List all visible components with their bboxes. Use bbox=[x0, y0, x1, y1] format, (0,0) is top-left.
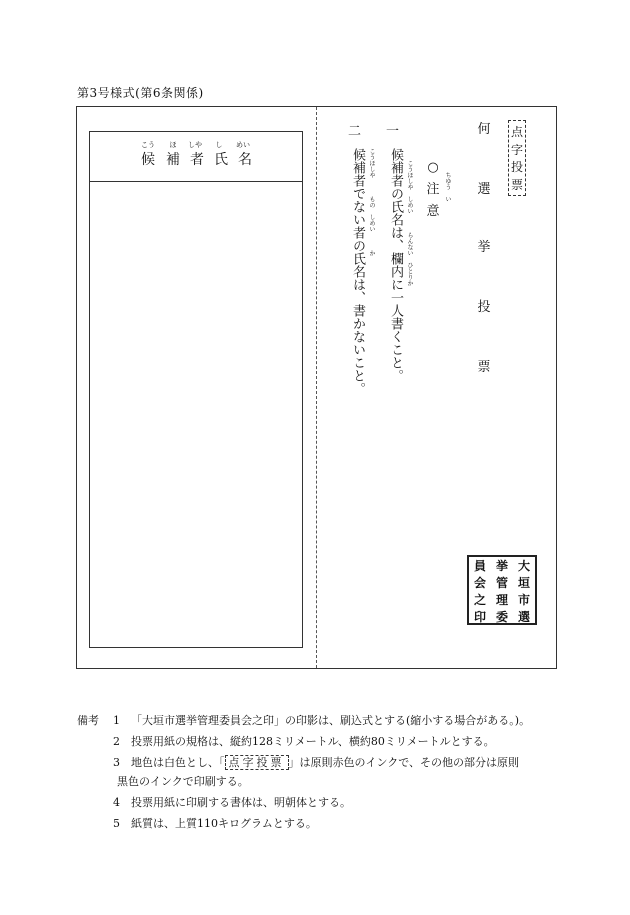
seal-char: 大 bbox=[517, 559, 530, 573]
remarks-heading: 備考 bbox=[77, 714, 99, 727]
notice-mark: ○ bbox=[427, 160, 439, 175]
candidate-name-box[interactable] bbox=[89, 131, 303, 648]
note-text-continued: 黒色のインクで印刷する。 bbox=[117, 775, 249, 788]
seal-char: 会 bbox=[473, 576, 486, 590]
ruby: こう bbox=[141, 141, 155, 149]
tenji-char: 点 bbox=[510, 125, 523, 140]
notice-char: 意 bbox=[426, 204, 440, 219]
form-label: 第3号様式(第6条関係) bbox=[77, 86, 204, 100]
note-text-before: 地色は白色とし、 bbox=[131, 756, 219, 769]
seal-char: 市 bbox=[517, 593, 530, 607]
title-char: 氏 bbox=[214, 152, 228, 168]
name-header-divider bbox=[89, 181, 303, 182]
seal-char: 垣 bbox=[517, 576, 530, 590]
title-char: 候 bbox=[141, 152, 155, 168]
ruby: しや bbox=[188, 141, 202, 149]
tenji-char: 票 bbox=[510, 177, 523, 192]
title-char: 投 bbox=[477, 300, 491, 315]
item-2-text: 候補者でない者の氏名は、書かないこと。 bbox=[350, 148, 365, 395]
seal-char: 印 bbox=[473, 610, 486, 624]
note-number: 2 bbox=[113, 735, 120, 748]
item-2-ruby: こうほしや もの しめい か bbox=[368, 148, 375, 256]
fold-line bbox=[316, 107, 317, 668]
note-text: 投票用紙に印刷する書体は、明朝体とする。 bbox=[131, 796, 351, 809]
election-commission-seal bbox=[467, 555, 537, 625]
item-1-text: 候補者の氏名は、欄内に一人書くこと。 bbox=[388, 148, 403, 382]
notice-char: 注 bbox=[426, 182, 440, 197]
item-2-number: 二 bbox=[348, 124, 362, 139]
tenji-char: 投 bbox=[510, 160, 523, 175]
item-1-ruby: こうほしや しめい らんない ひとりか bbox=[406, 160, 413, 286]
seal-char: 委 bbox=[495, 610, 508, 624]
tenji-char: 字 bbox=[510, 142, 523, 157]
ballot-title bbox=[476, 122, 492, 382]
title-char: 票 bbox=[477, 360, 491, 375]
ruby: ほ bbox=[169, 141, 177, 149]
title-char: 補 bbox=[166, 152, 180, 168]
note-number: 1 bbox=[113, 714, 120, 727]
title-char: 名 bbox=[238, 152, 252, 168]
seal-char: 之 bbox=[473, 593, 486, 607]
note-text: 紙質は、上質110キログラムとする。 bbox=[131, 817, 317, 830]
item-1-number: 一 bbox=[386, 124, 400, 139]
seal-char: 選 bbox=[517, 610, 530, 624]
title-char: 者 bbox=[190, 152, 204, 168]
ruby: し bbox=[215, 141, 223, 149]
notice-ruby: ちゆう い bbox=[444, 172, 451, 202]
note-text: 「大垣市選挙管理委員会之印」の印影は、刷込式とする(縮小する場合がある。)。 bbox=[131, 714, 531, 727]
note-text: 投票用紙の規格は、縦約128ミリメートル、横約80ミリメートルとする。 bbox=[131, 735, 495, 748]
seal-char: 挙 bbox=[495, 559, 508, 573]
note-number: 4 bbox=[113, 796, 120, 809]
ruby: めい bbox=[236, 141, 250, 149]
title-char: 選 bbox=[477, 182, 491, 197]
note-number: 5 bbox=[113, 817, 120, 830]
tenji-inline: 点字投票 bbox=[225, 755, 289, 770]
seal-char: 員 bbox=[473, 559, 486, 573]
note-number: 3 bbox=[113, 756, 120, 769]
title-char: 挙 bbox=[477, 240, 491, 255]
note-text: 地色は白色とし、「 点字投票 」は原則赤色のインクで、その他の部分は原則 bbox=[131, 756, 520, 769]
seal-char: 管 bbox=[495, 576, 508, 590]
tenji-ballot-box bbox=[508, 120, 526, 196]
title-char: 何 bbox=[477, 122, 491, 137]
name-column-header bbox=[89, 134, 303, 180]
seal-char: 理 bbox=[495, 593, 508, 607]
note-text-after: は原則赤色のインクで、その他の部分は原則 bbox=[299, 756, 520, 769]
notice-heading bbox=[425, 160, 441, 220]
